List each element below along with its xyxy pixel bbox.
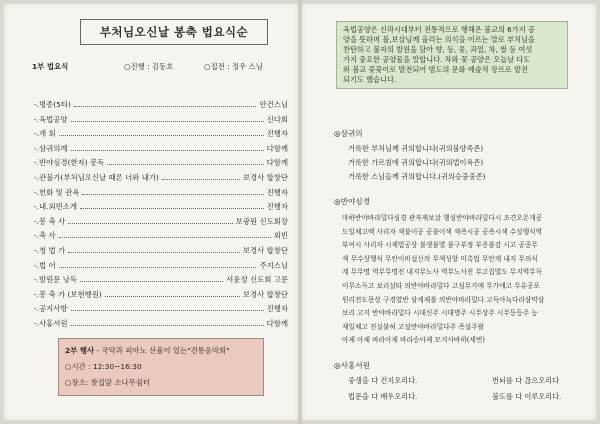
host-label: ○진행 : 김동호 — [124, 62, 174, 71]
program-item — [34, 129, 288, 139]
leader-dots — [71, 310, 264, 311]
program-item-name: -.청 법 가 — [34, 246, 66, 255]
page-title: 부처님오신날 봉축 법요식순 — [80, 19, 268, 45]
program-item-performer: 다함께 — [266, 158, 288, 168]
banya-line: 원리전도몽상 구경열반 삼세제불 의반야바라밀다 고득아뇩다라삼먁삼 — [342, 295, 545, 304]
program-item-performer: 안건스님 — [259, 100, 288, 109]
leader-dots — [74, 106, 256, 107]
banya-heading: ◎반야심경 — [334, 197, 370, 206]
program-item-name: -.봉 축 사 — [34, 216, 66, 226]
program-item — [34, 319, 288, 329]
samgwi-line: 거룩한 스님들께 귀의합니다.(귀의승중중존) — [348, 172, 486, 181]
leader-dots — [107, 164, 264, 165]
samgwi-line: 거룩한 부처님께 귀의합니다(귀의불양족존) — [348, 144, 484, 153]
sahong-heading: ◎사홍서원 — [334, 361, 370, 370]
program-item-name: -.사홍서원 — [34, 319, 68, 328]
leader-dots — [71, 150, 264, 151]
program-item — [34, 246, 288, 256]
offering-line: 육법공양은 신라시대부터 전통적으로 행해온 불교의 6가지 공 — [343, 25, 535, 34]
program-item — [34, 100, 288, 110]
banya-line: 부여시 사리자 시제법공상 불생불멸 불구부정 부증불감 시고 공중무 — [342, 241, 538, 250]
banya-line: 계 무무명 역무무명진 내지무노사 역무노사진 무고집멸도 무지역무득 — [342, 268, 543, 277]
program-item-performer: 신다회 — [266, 114, 288, 124]
samgwi-heading: ◎삼귀의 — [334, 129, 363, 138]
program-item-performer: 다함께 — [266, 319, 288, 328]
program-item-performer: 보광원 신도회장 — [235, 216, 288, 226]
program-item-performer: 서윤정 신도회 고문 — [226, 275, 288, 285]
banya-line: 마하반야바라밀다심경 관자재보살 행심반야바라밀다시 조견오온개공 — [342, 214, 543, 222]
leader-dots — [59, 237, 271, 238]
program-item-name: -.법 어 — [34, 260, 56, 270]
program-item-name: -.개 회 — [34, 129, 56, 139]
sahong-line: 법문을 다 배우오리다. — [348, 392, 418, 401]
program-item-name: -.봉 축 가 (보현행원) — [34, 289, 102, 299]
program-item-name: -.반야심경(한자) 봉독 — [34, 158, 105, 168]
leader-dots — [82, 194, 264, 195]
program-item-name: -.명종(5타) — [34, 100, 71, 109]
program-item-name: -.헌화 및 관욕 — [34, 187, 80, 197]
program-item — [34, 173, 288, 183]
program-item — [34, 144, 288, 154]
program-item — [34, 158, 288, 168]
leader-dots — [59, 135, 264, 136]
part2-time: ○시간 : 12:30~16:30 — [65, 362, 142, 371]
program-item-performer: 주지스님 — [259, 260, 288, 270]
program-item-performer: 진행자 — [266, 202, 288, 212]
leader-dots — [68, 252, 240, 253]
program-item-name: -.내.외빈소개 — [34, 202, 78, 212]
banya-line: 보리 고지 반야바라밀다 시대신주 시대명주 시무상주 시무등등주 능 — [342, 309, 538, 318]
program-item-performer: 다함께 — [266, 143, 288, 153]
offering-line: 되기도 했습니다. — [343, 75, 397, 84]
program-item — [34, 261, 288, 271]
sahong-line: 중생을 다 건지오리다. — [348, 376, 418, 385]
offering-line: 찬탄하고 불자의 발원을 담아 향, 등, 꽃, 과일, 차, 쌀 등 여섯 — [343, 45, 533, 54]
banya-line: 아제 아제 바라아제 바라승아제 모지사바하(세번) — [342, 336, 485, 345]
leader-dots — [105, 296, 240, 297]
program-item — [34, 231, 288, 241]
leader-dots — [59, 267, 256, 268]
part2-desc: - 국악과 피아노 선율이 있는"견통음악회" — [96, 346, 230, 355]
right-page — [302, 4, 596, 420]
leader-dots — [68, 223, 233, 224]
program-item — [34, 290, 288, 300]
samgwi-line: 거룩한 가르침에 귀의합니다(귀의법이욕존) — [348, 158, 484, 167]
part2-label: 2부 행사 — [65, 346, 95, 355]
leader-dots — [162, 179, 240, 180]
left-page — [4, 4, 298, 420]
program-item-performer: 보경사 합창단 — [242, 246, 288, 255]
program-item — [34, 275, 288, 285]
program-item-name: -.축 사 — [34, 231, 56, 241]
leader-dots — [71, 121, 264, 122]
program-item-name: -.삼귀의례 — [34, 143, 68, 153]
program-item-name: -.공지사항 — [34, 304, 68, 314]
banya-line: 제일체고 진실불허 고설반야바라밀다주 즉설주왈 — [342, 322, 485, 331]
banya-line: 색 무수상행식 무안이비설신의 무색성향 미촉법 무안계 내지 무의식 — [342, 254, 538, 263]
leader-dots — [80, 281, 223, 282]
sahong-line: 번뇌를 다 끊으오리다 — [492, 376, 560, 385]
offering-line: 와 불교 꽃꽂이로 발전되어 범도의 문화 예술적 장르로 발전 — [343, 65, 528, 74]
program-item-performer: 진행자 — [266, 129, 288, 139]
banya-line: 도일체고액 사리자 색불이공 공불이색 색즉시공 공즉시색 수상행식역 — [342, 227, 543, 236]
program-item-performer: 보경사 합창단 — [242, 173, 288, 182]
program-item-performer: 진행자 — [266, 187, 288, 197]
program-item-name: -.발원문 낭독 — [34, 275, 78, 285]
leader-dots — [71, 325, 264, 326]
offering-note-box — [336, 21, 568, 89]
program-item-name: -.육법공양 — [34, 114, 68, 124]
offering-line: 가지 중요한 공양물을 말합니다. 차와 꽃 공양은 오늘날 다도 — [343, 55, 531, 64]
leader-dots — [80, 208, 264, 209]
officiant-label: ○집전 : 정우 스님 — [204, 62, 263, 71]
program-item — [34, 202, 288, 212]
program-item-performer: 진행자 — [266, 304, 288, 314]
part2-box — [58, 338, 264, 396]
program-item — [34, 188, 288, 198]
program-item-name: -.관불가(부처님오신날 때론 너와 내가) — [34, 173, 159, 182]
program-item — [34, 304, 288, 314]
part2-place: ○장소: 찻집앞 소나무쉼터 — [65, 378, 151, 387]
banya-line: 이무소득고 보리살타 의반야바라밀다 고심무가애 무가애고 무유공포 — [342, 282, 540, 290]
program-item — [34, 217, 288, 227]
program-item-performer: 외빈 — [273, 231, 288, 241]
sahong-line: 불도를 다 이루오리다. — [492, 392, 562, 401]
program-item — [34, 115, 288, 125]
program-item-performer: 보경사 합창단 — [242, 289, 288, 299]
part1-label: 1부 법요식 — [32, 62, 69, 71]
offering-line: 양을 뜻하며 불,보살님께 올리는 의식을 이르는 말로 부처님을 — [343, 35, 535, 44]
